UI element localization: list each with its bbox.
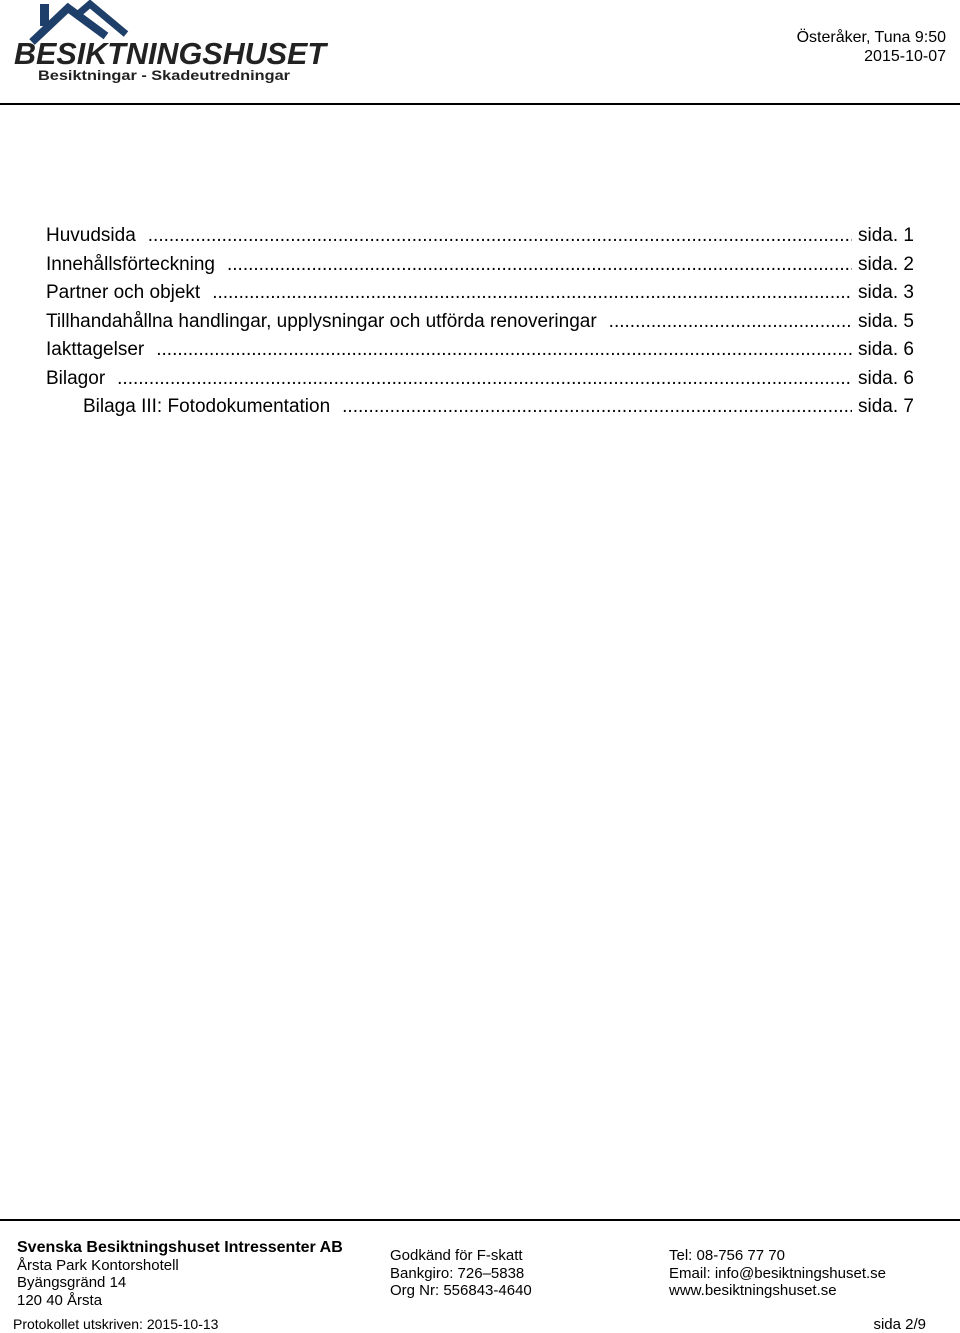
toc-leader-dots: [117, 365, 852, 393]
table-of-contents: [46, 222, 914, 422]
toc-entry-title: Bilaga III: Fotodokumentation: [83, 396, 331, 417]
email-link[interactable]: Email: info@besiktningshuset.se: [669, 1264, 887, 1282]
header-meta: [797, 28, 946, 66]
toc-entry-title: Iakttagelser: [46, 339, 145, 360]
toc-entry-page: sida. 6: [858, 339, 914, 360]
phone-text: Tel: 08-756 77 70: [669, 1247, 785, 1264]
printed-date: Protokollet utskriven: 2015-10-13: [13, 1316, 219, 1332]
toc-entry[interactable]: [46, 222, 914, 251]
toc-subentry[interactable]: [46, 393, 914, 422]
footer-financial-info: [390, 1247, 532, 1300]
location-time: Österåker, Tuna 9:50: [796, 29, 946, 46]
footer-company-info: [17, 1239, 343, 1309]
toc-entry[interactable]: [46, 308, 914, 337]
toc-leader-dots: [156, 336, 852, 364]
toc-entry-title: Innehållsförteckning: [46, 253, 215, 275]
bankgiro-text: Bankgiro: 726–5838: [390, 1264, 525, 1282]
toc-entry[interactable]: [46, 279, 914, 308]
toc-leader-dots: [609, 308, 852, 336]
toc-entry-page: sida. 2: [858, 253, 914, 275]
toc-entry[interactable]: [46, 365, 914, 394]
toc-entry-page: sida. 5: [858, 310, 914, 332]
address-line: Årsta Park Kontorshotell: [17, 1256, 179, 1274]
toc-leader-dots: [227, 251, 852, 279]
report-date: 2015-10-07: [864, 48, 946, 65]
toc-entry-title: Bilagor: [46, 367, 106, 389]
toc-leader-dots: [148, 222, 852, 250]
toc-leader-dots: [212, 279, 852, 307]
toc-entry-page: sida. 6: [858, 367, 914, 389]
fskatt-text: Godkänd för F-skatt: [390, 1247, 523, 1264]
logo-name: BESIKTNINGSHUSET: [14, 36, 330, 71]
logo-tagline: Besiktningar - Skadeutredningar: [38, 67, 291, 83]
footer-divider: [0, 1219, 960, 1221]
toc-entry-page: sida. 3: [858, 282, 914, 303]
toc-entry[interactable]: [46, 251, 914, 280]
toc-entry-page: sida. 7: [858, 396, 914, 417]
address-line: 120 40 Årsta: [17, 1291, 103, 1309]
page-header: [0, 0, 960, 104]
company-name: Svenska Besiktningshuset Intressenter AB: [17, 1239, 343, 1256]
address-line: Byängsgränd 14: [17, 1274, 127, 1291]
toc-entry[interactable]: [46, 336, 914, 365]
orgnr-text: Org Nr: 556843-4640: [390, 1282, 532, 1299]
page-number: sida 2/9: [873, 1316, 926, 1333]
toc-entry-page: sida. 1: [858, 225, 914, 246]
toc-entry-title: Partner och objekt: [46, 282, 201, 303]
footer-contact-info: [669, 1247, 886, 1300]
company-logo: [10, 0, 330, 86]
toc-entry-title: Huvudsida: [46, 225, 136, 246]
header-divider: [0, 103, 960, 105]
toc-leader-dots: [342, 393, 852, 421]
toc-entry-title: Tillhandahållna handlingar, upplysningar och utförda renoveringar: [46, 310, 597, 332]
website-link[interactable]: www.besiktningshuset.se: [669, 1282, 837, 1299]
